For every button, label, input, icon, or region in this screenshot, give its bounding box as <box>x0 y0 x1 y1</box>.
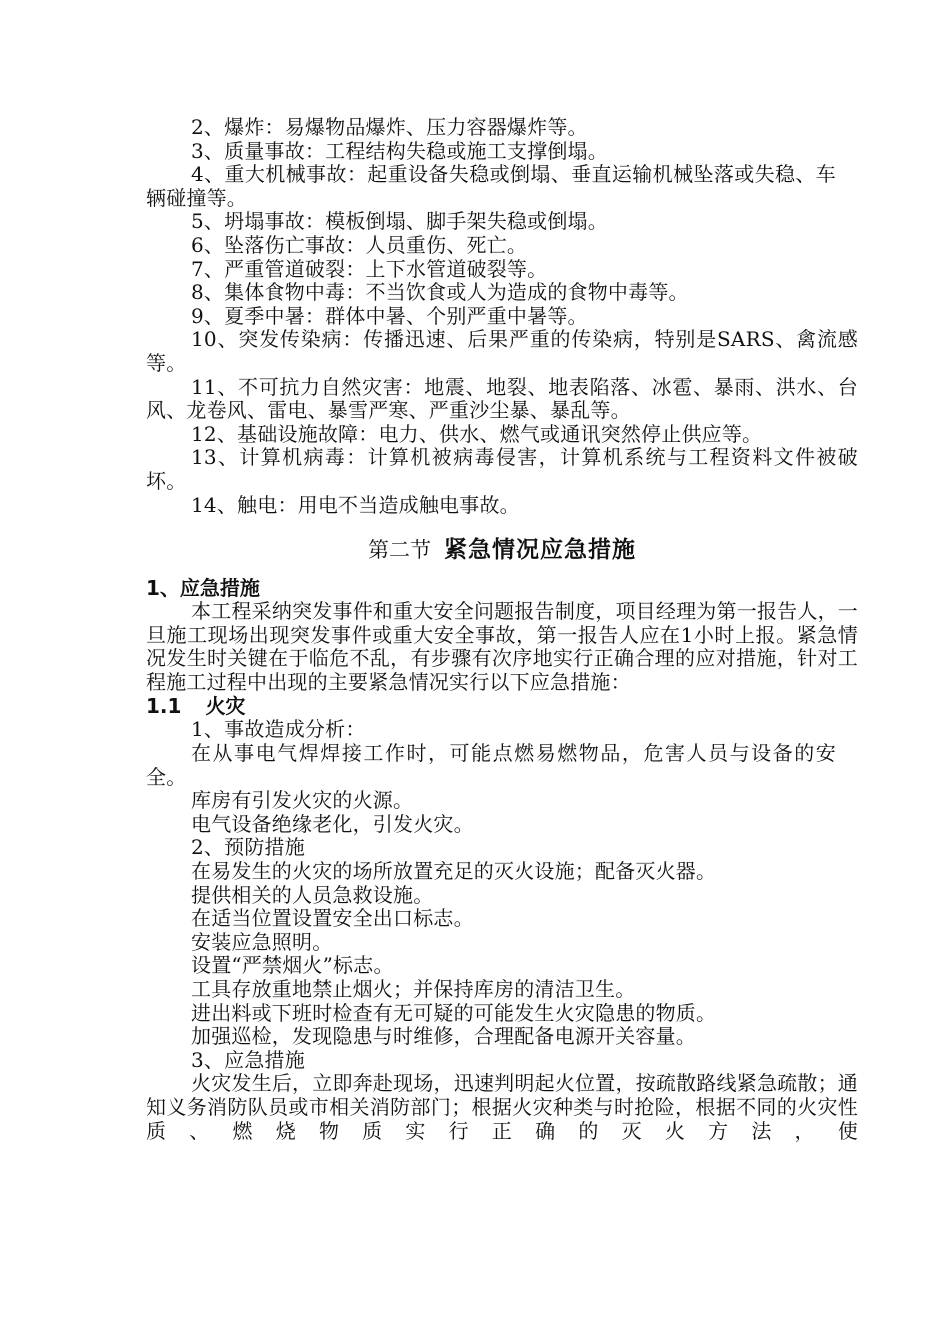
list-item-explosion: 2、爆炸：易爆物品爆炸、压力容器爆炸等。 <box>191 115 588 139</box>
prevention-item: 在适当位置设置安全出口标志。 <box>191 906 474 931</box>
prevention-item: 工具存放重地禁止烟火；并保持库房的清洁卫生。 <box>191 977 636 1001</box>
prevention-item: 加强巡检，发现隐患与时维修，合理配备电源开关容量。 <box>191 1024 696 1049</box>
list-item-food-poisoning: 8、集体食物中毒：不当饮食或人为造成的食物中毒等。 <box>191 280 689 305</box>
response-title: 3、应急措施 <box>191 1047 305 1072</box>
list-item-heatstroke: 9、夏季中暑：群体中暑、个别严重中暑等。 <box>191 303 588 328</box>
prevention-item: 提供相关的人员急救设施。 <box>191 882 434 907</box>
list-item-fall-casualty: 6、坠落伤亡事故：人员重伤、死亡。 <box>191 232 528 257</box>
prevention-item: 进出料或下班时检查有无可疑的可能发生火灾隐患的物质。 <box>191 1000 717 1025</box>
list-item-electric-shock: 14、触电：用电不当造成触电事故。 <box>191 492 520 517</box>
list-item-machinery-accident: 4、重大机械事故：起重设备失稳或倒塌、垂直运输机械坠落或失稳、车辆碰撞等。 <box>146 162 836 210</box>
analysis-item: 在从事电气焊焊接工作时，可能点燃易燃物品，危害人员与设备的安全。 <box>146 741 836 789</box>
prevention-item: 安装应急照明。 <box>191 929 333 954</box>
subsection-intro: 本工程采纳突发事件和重大安全问题报告制度，项目经理为第一报告人，一旦施工现场出现突发事件或重大安全事故，第一报告人应在1小时上报。紧急情况发生时关键在于临危不乱，有步骤有次序地实行正确合理的应对措施，针对工程施工过程中出现的主要紧急情况实行以下应急措施： <box>146 599 858 694</box>
prevention-title: 2、预防措施 <box>191 835 305 860</box>
list-item-computer-virus: 13、计算机病毒：计算机被病毒侵害，计算机系统与工程资料文件被破坏。 <box>146 445 858 493</box>
analysis-item: 库房有引发火灾的火源。 <box>191 788 414 813</box>
subsection-heading: 1、应急措施 <box>146 576 260 601</box>
list-item-collapse: 5、坍塌事故：模板倒塌、脚手架失稳或倒塌。 <box>191 209 608 234</box>
analysis-item: 电气设备绝缘老化，引发火灾。 <box>191 811 474 836</box>
fire-heading-title: 火灾 <box>205 694 246 719</box>
section-heading <box>146 535 858 566</box>
prevention-item: 在易发生的火灾的场所放置充足的灭火设施；配备灭火器。 <box>191 859 717 884</box>
fire-heading <box>146 694 858 718</box>
fire-heading-number: 1.1 <box>146 694 182 719</box>
document-page <box>146 116 858 1143</box>
analysis-title: 1、事故造成分析： <box>191 717 366 742</box>
section-title: 紧急情况应急措施 <box>444 537 636 564</box>
list-item-infectious-disease: 10、突发传染病：传播迅速、后果严重的传染病，特别是SARS、禽流感等。 <box>146 327 858 375</box>
list-item-infrastructure-failure: 12、基础设施故障：电力、供水、燃气或通讯突然停止供应等。 <box>191 421 763 446</box>
list-item-pipe-burst: 7、严重管道破裂：上下水管道破裂等。 <box>191 256 548 281</box>
list-item-quality-accident: 3、质量事故：工程结构失稳或施工支撑倒塌。 <box>191 138 608 163</box>
section-number: 第二节 <box>368 538 431 563</box>
response-text: 火灾发生后，立即奔赴现场，迅速判明起火位置，按疏散路线紧急疏散；通知义务消防队员或市相关消防部门；根据火灾种类与时抢险，根据不同的火灾性质、燃烧物质实行正确的灭火方法，使 <box>146 1071 858 1143</box>
list-item-natural-disaster: 11、不可抗力自然灾害：地震、地裂、地表陷落、冰雹、暴雨、洪水、台风、龙卷风、雷电、暴雪严寒、严重沙尘暴、暴乱等。 <box>146 374 858 423</box>
prevention-item: 设置“严禁烟火”标志。 <box>191 953 394 978</box>
